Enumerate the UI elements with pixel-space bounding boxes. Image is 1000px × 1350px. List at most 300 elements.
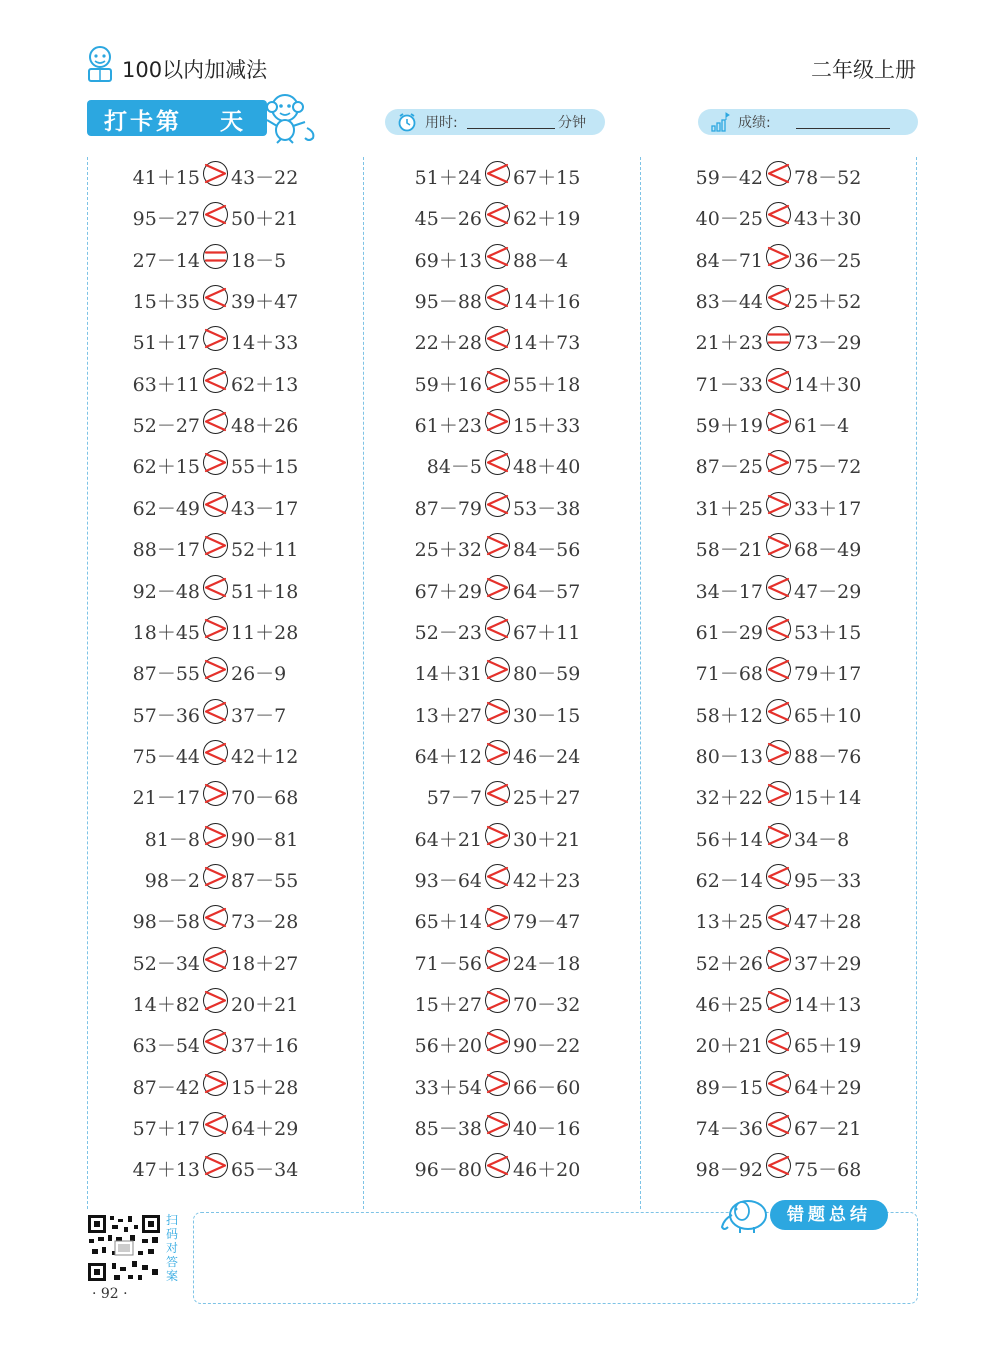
right-expression: 79＋17 xyxy=(794,663,862,686)
less-than-mark xyxy=(200,199,231,230)
right-expression: 48＋40 xyxy=(513,456,581,479)
left-expression: 20＋21 xyxy=(695,1035,763,1058)
left-expression: 14＋31 xyxy=(414,663,482,686)
chart-flag-icon xyxy=(710,112,730,132)
comparison-problem xyxy=(695,449,862,479)
checkin-suffix: 天 xyxy=(220,109,246,135)
greater-than-mark xyxy=(200,778,231,809)
left-expression: 21＋23 xyxy=(695,332,763,355)
left-expression: 71－33 xyxy=(695,373,763,396)
greater-than-mark xyxy=(763,820,794,851)
comparison-problem xyxy=(695,243,862,273)
left-expression: 85－38 xyxy=(414,1118,482,1141)
checkin-prefix: 打卡第 xyxy=(104,109,182,135)
right-expression: 65－34 xyxy=(231,1159,299,1182)
comparison-problem xyxy=(695,408,850,438)
left-expression: 31＋25 xyxy=(695,497,763,520)
right-expression: 67＋11 xyxy=(513,621,581,644)
less-than-mark xyxy=(482,282,513,313)
comparison-problem xyxy=(132,987,299,1017)
right-expression: 43＋30 xyxy=(794,208,862,231)
right-expression: 65＋19 xyxy=(794,1035,862,1058)
left-expression: 62＋15 xyxy=(132,456,200,479)
greater-than-mark xyxy=(482,530,513,561)
right-expression: 15＋28 xyxy=(231,1076,299,1099)
right-expression: 48＋26 xyxy=(231,415,299,438)
left-expression: 64＋21 xyxy=(414,828,482,851)
right-expression: 73－28 xyxy=(231,911,299,934)
greater-than-mark xyxy=(200,613,231,644)
book-title: 100以内加减法 xyxy=(122,58,268,82)
less-than-mark xyxy=(482,199,513,230)
right-border-line xyxy=(916,157,917,1209)
greater-than-mark xyxy=(763,778,794,809)
right-expression: 62＋13 xyxy=(231,373,299,396)
comparison-problem xyxy=(695,822,850,852)
left-expression: 59－42 xyxy=(695,167,763,189)
comparison-problem xyxy=(132,946,299,976)
comparison-problem xyxy=(414,160,581,190)
right-expression: 46－24 xyxy=(513,745,581,768)
monkey-icon xyxy=(255,92,321,144)
comparison-problem xyxy=(414,574,581,604)
left-expression: 88－17 xyxy=(132,539,200,562)
less-than-mark xyxy=(763,902,794,933)
left-expression: 13＋27 xyxy=(414,704,482,727)
left-expression: 65＋14 xyxy=(414,911,482,934)
right-expression: 37－7 xyxy=(231,704,287,727)
left-border-line xyxy=(87,157,88,1209)
right-expression: 67＋15 xyxy=(513,167,581,189)
comparison-problem xyxy=(414,946,581,976)
comparison-problem xyxy=(414,1070,581,1100)
greater-than-mark xyxy=(200,985,231,1016)
left-expression: 52＋26 xyxy=(695,952,763,975)
left-expression: 56＋14 xyxy=(695,828,763,851)
less-than-mark xyxy=(200,696,231,727)
left-expression: 62－14 xyxy=(695,869,763,892)
right-expression: 37＋29 xyxy=(794,952,862,975)
comparison-problem xyxy=(695,532,862,562)
comparison-problem xyxy=(414,863,581,893)
comparison-problem xyxy=(132,780,299,810)
greater-than-mark xyxy=(763,985,794,1016)
comparison-problem xyxy=(414,243,569,273)
greater-than-mark xyxy=(200,530,231,561)
less-than-mark xyxy=(200,1109,231,1140)
book-lion-icon xyxy=(85,45,115,83)
comparison-problem xyxy=(144,822,299,852)
right-expression: 15＋14 xyxy=(794,787,862,810)
right-expression: 47－29 xyxy=(794,580,862,603)
left-expression: 83－44 xyxy=(695,291,763,314)
left-expression: 27－14 xyxy=(132,249,200,272)
left-expression: 75－44 xyxy=(132,745,200,768)
comparison-problem xyxy=(695,780,862,810)
right-expression: 43－17 xyxy=(231,497,299,520)
comparison-problem xyxy=(414,904,581,934)
column-divider-2 xyxy=(640,157,641,1209)
right-expression: 30＋21 xyxy=(513,828,581,851)
left-expression: 98－2 xyxy=(144,869,200,892)
comparison-problem xyxy=(695,739,862,769)
greater-than-mark xyxy=(200,447,231,478)
time-unit: 分钟 xyxy=(558,115,586,131)
left-expression: 93－64 xyxy=(414,869,482,892)
comparison-problem xyxy=(144,863,299,893)
greater-than-mark xyxy=(482,696,513,727)
left-expression: 89－15 xyxy=(695,1076,763,1099)
less-than-mark xyxy=(763,199,794,230)
less-than-mark xyxy=(763,1026,794,1057)
left-expression: 87－79 xyxy=(414,497,482,520)
right-expression: 75－68 xyxy=(794,1159,862,1182)
comparison-problem xyxy=(695,698,862,728)
comparison-problem xyxy=(695,160,862,190)
comparison-problem xyxy=(695,946,862,976)
left-expression: 18＋45 xyxy=(132,621,200,644)
left-expression: 34－17 xyxy=(695,580,763,603)
right-expression: 14＋73 xyxy=(513,332,581,355)
right-expression: 68－49 xyxy=(794,539,862,562)
comparison-problem xyxy=(132,243,287,273)
comparison-problem xyxy=(132,284,299,314)
left-expression: 47＋13 xyxy=(132,1159,200,1182)
column-divider-1 xyxy=(363,157,364,1209)
comparison-problem xyxy=(695,201,862,231)
right-expression: 24－18 xyxy=(513,952,581,975)
comparison-problem xyxy=(414,1028,581,1058)
less-than-mark xyxy=(763,1109,794,1140)
comparison-problem xyxy=(414,491,581,521)
qr-code[interactable] xyxy=(86,1213,162,1283)
comparison-problem xyxy=(132,449,299,479)
right-expression: 64＋29 xyxy=(231,1118,299,1141)
greater-than-mark xyxy=(200,820,231,851)
comparison-problem xyxy=(132,656,287,686)
comparison-problem xyxy=(695,863,862,893)
right-expression: 70－68 xyxy=(231,787,299,810)
less-than-mark xyxy=(763,572,794,603)
left-expression: 51＋17 xyxy=(132,332,200,355)
left-expression: 92－48 xyxy=(132,580,200,603)
greater-than-mark xyxy=(200,1068,231,1099)
less-than-mark xyxy=(482,323,513,354)
less-than-mark xyxy=(482,861,513,892)
comparison-problem xyxy=(695,615,862,645)
right-expression: 88－4 xyxy=(513,249,569,272)
comparison-problem xyxy=(414,1111,581,1141)
left-expression: 84－5 xyxy=(426,456,482,479)
comparison-problem xyxy=(414,656,581,686)
comparison-problem xyxy=(695,987,862,1017)
comparison-problem xyxy=(695,904,862,934)
page-number: · 92 · xyxy=(92,1286,128,1302)
right-expression: 43－22 xyxy=(231,167,299,189)
comparison-problem xyxy=(414,615,581,645)
time-label: 用时: xyxy=(425,115,458,131)
comparison-problem xyxy=(426,780,581,810)
right-expression: 87－55 xyxy=(231,869,299,892)
right-expression: 51＋18 xyxy=(231,580,299,603)
greater-than-mark xyxy=(482,985,513,1016)
less-than-mark xyxy=(482,241,513,272)
time-input-line[interactable] xyxy=(467,128,555,129)
comparison-problem xyxy=(132,325,299,355)
page-header xyxy=(85,40,920,88)
greater-than-mark xyxy=(200,158,231,189)
less-than-mark xyxy=(200,944,231,975)
less-than-mark xyxy=(763,282,794,313)
scan-for-answers-text: 扫码对答案 xyxy=(166,1213,179,1283)
left-expression: 59＋16 xyxy=(414,373,482,396)
comparison-problem xyxy=(132,1070,299,1100)
left-expression: 41＋15 xyxy=(132,167,200,189)
greater-than-mark xyxy=(482,365,513,396)
left-expression: 87－25 xyxy=(695,456,763,479)
comparison-problem xyxy=(132,367,299,397)
greater-than-mark xyxy=(763,944,794,975)
left-expression: 52－23 xyxy=(414,621,482,644)
right-expression: 61－4 xyxy=(794,415,850,438)
right-expression: 47＋28 xyxy=(794,911,862,934)
comparison-problem xyxy=(695,491,862,521)
greater-than-mark xyxy=(763,530,794,561)
comparison-problem xyxy=(132,408,299,438)
left-expression: 64＋12 xyxy=(414,745,482,768)
right-expression: 15＋33 xyxy=(513,415,581,438)
right-expression: 14＋30 xyxy=(794,373,862,396)
right-expression: 53－38 xyxy=(513,497,581,520)
comparison-problem xyxy=(414,367,581,397)
greater-than-mark xyxy=(482,1109,513,1140)
right-expression: 52＋11 xyxy=(231,539,299,562)
less-than-mark xyxy=(200,737,231,768)
equals-mark xyxy=(200,241,231,272)
comparison-problem xyxy=(414,284,581,314)
right-expression: 53＋15 xyxy=(794,621,862,644)
left-expression: 15＋27 xyxy=(414,994,482,1016)
right-expression: 73－29 xyxy=(794,332,862,355)
right-expression: 14＋13 xyxy=(794,994,862,1016)
right-expression: 14＋33 xyxy=(231,332,299,355)
mistakes-summary-label: 错题总结 xyxy=(770,1200,888,1230)
score-label: 成绩: xyxy=(738,115,771,131)
comparison-problem xyxy=(132,1028,299,1058)
comparison-problem xyxy=(132,491,299,521)
comparison-problem xyxy=(414,698,581,728)
greater-than-mark xyxy=(763,406,794,437)
right-expression: 64＋29 xyxy=(794,1076,862,1099)
greater-than-mark xyxy=(763,489,794,520)
less-than-mark xyxy=(200,365,231,396)
right-expression: 14＋16 xyxy=(513,291,581,314)
left-expression: 87－55 xyxy=(132,663,200,686)
greater-than-mark xyxy=(482,944,513,975)
greater-than-mark xyxy=(482,572,513,603)
right-expression: 79－47 xyxy=(513,911,581,934)
left-expression: 25＋32 xyxy=(414,539,482,562)
greater-than-mark xyxy=(482,406,513,437)
less-than-mark xyxy=(200,572,231,603)
comparison-problem xyxy=(695,1111,862,1141)
less-than-mark xyxy=(482,1150,513,1181)
right-expression: 70－32 xyxy=(513,994,581,1016)
comparison-problem xyxy=(414,987,581,1017)
less-than-mark xyxy=(763,613,794,644)
comparison-problem xyxy=(695,325,862,355)
left-expression: 69＋13 xyxy=(414,249,482,272)
comparison-problem xyxy=(426,449,581,479)
greater-than-mark xyxy=(482,1068,513,1099)
right-expression: 18＋27 xyxy=(231,952,299,975)
greater-than-mark xyxy=(482,1026,513,1057)
right-expression: 25＋27 xyxy=(513,787,581,810)
less-than-mark xyxy=(763,1150,794,1181)
greater-than-mark xyxy=(482,902,513,933)
comparison-problem xyxy=(414,408,581,438)
right-expression: 42＋12 xyxy=(231,745,299,768)
comparison-problem xyxy=(132,1152,299,1182)
score-input-line[interactable] xyxy=(796,128,890,129)
left-expression: 71－56 xyxy=(414,952,482,975)
right-expression: 50＋21 xyxy=(231,208,299,231)
less-than-mark xyxy=(482,613,513,644)
less-than-mark xyxy=(763,654,794,685)
checkin-banner xyxy=(87,100,267,136)
left-expression: 81－8 xyxy=(144,828,200,851)
comparison-problem xyxy=(695,1028,862,1058)
elephant-icon xyxy=(718,1195,774,1235)
left-expression: 57＋17 xyxy=(132,1118,200,1141)
greater-than-mark xyxy=(200,654,231,685)
left-expression: 96－80 xyxy=(414,1159,482,1182)
left-expression: 51＋24 xyxy=(414,167,482,189)
less-than-mark xyxy=(200,902,231,933)
comparison-problem xyxy=(414,739,581,769)
left-expression: 57－36 xyxy=(132,704,200,727)
left-expression: 84－71 xyxy=(695,249,763,272)
right-expression: 26－9 xyxy=(231,663,287,686)
right-expression: 55＋18 xyxy=(513,373,581,396)
comparison-problem xyxy=(695,1070,862,1100)
greater-than-mark xyxy=(482,737,513,768)
right-expression: 20＋21 xyxy=(231,994,299,1016)
comparison-problem xyxy=(132,698,287,728)
left-expression: 58＋12 xyxy=(695,704,763,727)
right-expression: 66－60 xyxy=(513,1076,581,1099)
comparison-problem xyxy=(132,574,299,604)
less-than-mark xyxy=(482,489,513,520)
left-expression: 33＋54 xyxy=(414,1076,482,1099)
left-expression: 61－29 xyxy=(695,621,763,644)
left-expression: 46＋25 xyxy=(695,994,763,1016)
right-expression: 37＋16 xyxy=(231,1035,299,1058)
right-expression: 36－25 xyxy=(794,249,862,272)
comparison-problem xyxy=(132,160,299,190)
left-expression: 21－17 xyxy=(132,787,200,810)
left-expression: 62－49 xyxy=(132,497,200,520)
left-expression: 52－27 xyxy=(132,415,200,438)
left-expression: 67＋29 xyxy=(414,580,482,603)
less-than-mark xyxy=(200,406,231,437)
comparison-problem xyxy=(132,904,299,934)
less-than-mark xyxy=(200,1026,231,1057)
comparison-problem xyxy=(695,1152,862,1182)
right-expression: 95－33 xyxy=(794,869,862,892)
left-expression: 52－34 xyxy=(132,952,200,975)
greater-than-mark xyxy=(200,323,231,354)
equals-mark xyxy=(763,323,794,354)
right-expression: 88－76 xyxy=(794,745,862,768)
less-than-mark xyxy=(763,158,794,189)
left-expression: 74－36 xyxy=(695,1118,763,1141)
left-expression: 71－68 xyxy=(695,663,763,686)
less-than-mark xyxy=(200,489,231,520)
right-expression: 33＋17 xyxy=(794,497,862,520)
greater-than-mark xyxy=(200,861,231,892)
grade-label: 二年级上册 xyxy=(811,58,916,82)
comparison-problem xyxy=(695,367,862,397)
left-expression: 98－58 xyxy=(132,911,200,934)
right-expression: 39＋47 xyxy=(231,291,299,314)
comparison-problem xyxy=(132,615,299,645)
less-than-mark xyxy=(482,778,513,809)
right-expression: 18－5 xyxy=(231,249,287,272)
comparison-problem xyxy=(132,201,299,231)
left-expression: 57－7 xyxy=(426,787,482,810)
right-expression: 65＋10 xyxy=(794,704,862,727)
left-expression: 32＋22 xyxy=(695,787,763,810)
less-than-mark xyxy=(482,447,513,478)
comparison-problem xyxy=(414,1152,581,1182)
greater-than-mark xyxy=(482,654,513,685)
comparison-problem xyxy=(414,532,581,562)
left-expression: 98－92 xyxy=(695,1159,763,1182)
right-expression: 40－16 xyxy=(513,1118,581,1141)
comparison-problem xyxy=(695,656,862,686)
left-expression: 58－21 xyxy=(695,539,763,562)
left-expression: 80－13 xyxy=(695,745,763,768)
comparison-problem xyxy=(695,284,862,314)
comparison-problem xyxy=(414,822,581,852)
left-expression: 59＋19 xyxy=(695,415,763,438)
less-than-mark xyxy=(763,365,794,396)
left-expression: 63－54 xyxy=(132,1035,200,1058)
left-expression: 95－88 xyxy=(414,291,482,314)
right-expression: 42＋23 xyxy=(513,869,581,892)
right-expression: 90－22 xyxy=(513,1035,581,1058)
less-than-mark xyxy=(200,282,231,313)
left-expression: 45－26 xyxy=(414,208,482,231)
left-expression: 13＋25 xyxy=(695,911,763,934)
comparison-problem xyxy=(695,574,862,604)
right-expression: 46＋20 xyxy=(513,1159,581,1182)
greater-than-mark xyxy=(763,241,794,272)
left-expression: 40－25 xyxy=(695,208,763,231)
left-expression: 22＋28 xyxy=(414,332,482,355)
less-than-mark xyxy=(763,696,794,727)
comparison-problem xyxy=(132,739,299,769)
right-expression: 11＋28 xyxy=(231,621,299,644)
comparison-problem xyxy=(414,201,581,231)
comparison-problem xyxy=(414,325,581,355)
left-expression: 63＋11 xyxy=(132,373,200,396)
right-expression: 67－21 xyxy=(794,1118,862,1141)
right-expression: 64－57 xyxy=(513,580,581,603)
clock-icon xyxy=(397,112,417,132)
greater-than-mark xyxy=(763,737,794,768)
